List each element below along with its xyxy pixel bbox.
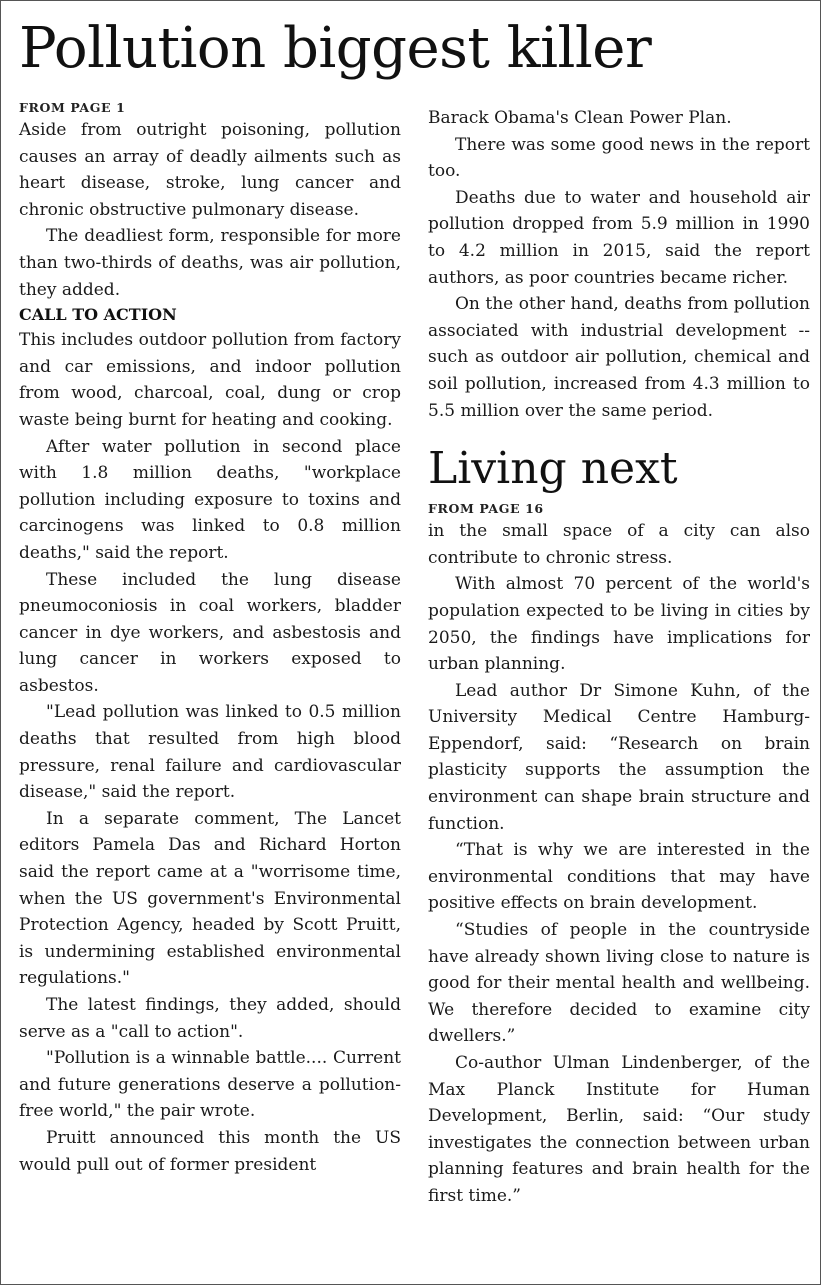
paragraph: This includes outdoor pollution from factory and car emissions, and indoor pollution from wood, charcoal, coal, dung or crop waste being burnt for heating and cooking. — [19, 330, 401, 430]
paragraph: in the small space of a city can also contribute to chronic stress. — [428, 521, 810, 568]
paragraph: "Pollution is a winnable battle.... Current and future generations deserve a pollution-free world," the pair wrote. — [19, 1048, 401, 1122]
paragraph: There was some good news in the report too. — [428, 134, 810, 182]
paragraph: Deaths due to water and household air pollution dropped from 5.9 million in 1990 to 4.2 million in 2015, said the report authors, as poor countries became richer. — [428, 187, 810, 288]
paragraph: “Studies of people in the countryside have already shown living close to nature is good for their mental health and wellbeing. We therefore decided to examine city dwellers.” — [428, 920, 810, 1047]
paragraph: "Lead pollution was linked to 0.5 million deaths that resulted from high blood pressure, renal failure and cardiovascular disease," said the report. — [19, 702, 401, 803]
paragraph: “That is why we are interested in the environmental conditions that may have positive effects on brain development. — [428, 840, 810, 914]
continued-from-kicker: FROM PAGE 1 — [19, 100, 126, 115]
paragraph: These included the lung disease pneumoconiosis in coal workers, bladder cancer in dye workers, and asbestosis and lung cancer in workers exposed to asbestos. — [19, 569, 401, 696]
paragraph: On the other hand, deaths from pollution associated with industrial development -- such as outdoor air pollution, chemical and soil pollution, increased from 4.3 million to 5.5 million over the same period. — [428, 294, 810, 421]
left-column — [19, 95, 401, 1178]
paragraph: Barack Obama's Clean Power Plan. — [428, 108, 732, 128]
paragraph: The latest findings, they added, should serve as a "call to action". — [19, 995, 401, 1042]
continued-from-kicker-2: FROM PAGE 16 — [428, 501, 544, 517]
right-column — [428, 105, 810, 1210]
paragraph: Lead author Dr Simone Kuhn, of the University Medical Centre Hamburg-Eppendorf, said: “Research on brain plasticity supports the assumption the environment can shape brain structure and function. — [428, 680, 810, 834]
paragraph: After water pollution in second place with 1.8 million deaths, "workplace pollution including exposure to toxins and carcinogens was linked to 0.8 million deaths," said the report. — [19, 436, 401, 563]
paragraph: With almost 70 percent of the world's population expected to be living in cities by 2050, the findings have implications for urban planning. — [428, 574, 810, 675]
paragraph: Aside from outright poisoning, pollution causes an array of deadly ailments such as heart disease, stroke, lung cancer and chronic obstructive pulmonary disease. — [19, 120, 401, 220]
paragraph: Co-author Ulman Lindenberger, of the Max Planck Institute for Human Development, Berlin, said: “Our study investigates the connection between urban planning features and brain health for the first time.” — [428, 1053, 810, 1206]
paragraph: In a separate comment, The Lancet editors Pamela Das and Richard Horton said the report came at a "worrisome time, when the US government's Environmental Protection Agency, headed by Scott Pruitt, is undermining established environmental regulations." — [19, 808, 401, 989]
section-subhead: CALL TO ACTION — [19, 305, 177, 325]
paragraph: Pruitt announced this month the US would pull out of former president — [19, 1127, 401, 1175]
second-article-headline: Living next — [428, 443, 678, 495]
paragraph: The deadliest form, responsible for more than two-thirds of deaths, was air pollution, they added. — [19, 226, 401, 300]
article-headline: Pollution biggest killer — [19, 16, 652, 81]
